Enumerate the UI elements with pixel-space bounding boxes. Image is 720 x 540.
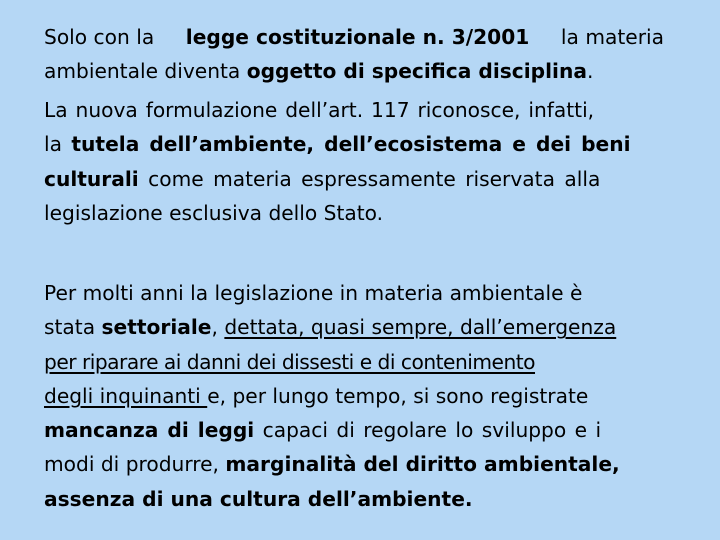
text-segment: capaci di regolare lo sviluppo e i (254, 418, 602, 443)
text-segment: . (586, 59, 594, 84)
paragraph-3 (44, 276, 664, 516)
text-segment: modi di produrre, (44, 452, 226, 477)
text-segment: ambientale diventa (44, 59, 247, 84)
paragraph-2-line-1: La nuova formulazione dell’art. 117 riconosce, infatti, (44, 98, 595, 122)
text-segment: la (44, 132, 72, 157)
paragraph-3-line-4 (44, 379, 664, 413)
paragraph-2-line-4: legislazione esclusiva dello Stato. (44, 200, 384, 225)
paragraph-1 (44, 20, 664, 89)
text-segment: , (211, 315, 225, 340)
paragraph-3-line-5 (44, 413, 664, 447)
bold-text-culturali: culturali (44, 166, 139, 191)
paragraph-2 (44, 93, 664, 230)
bold-text-mancanza: mancanza di leggi (44, 418, 255, 443)
text-segment: Solo con la (44, 25, 161, 49)
text-segment: come materia espressamente riservata alla (138, 166, 601, 191)
paragraph-3-line-7: assenza di una cultura dell’ambiente. (44, 486, 473, 511)
underlined-text-dettata: dettata, quasi sempre, dall’emergenza (224, 315, 617, 340)
underlined-text-degli: degli inquinanti (44, 383, 208, 408)
text-segment: e, per lungo tempo, si sono registrate (207, 383, 589, 408)
bold-text-legge: legge costituzionale n. 3/2001 (185, 25, 530, 49)
paragraph-3-line-3: per riparare ai danni dei dissesti e di contenimento (44, 349, 536, 374)
paragraph-3-line-6 (44, 447, 664, 481)
text-segment: stata (44, 315, 102, 340)
paragraph-2-line-2 (44, 127, 664, 161)
paragraph-3-line-2 (44, 310, 664, 344)
paragraph-3-line-1: Per molti anni la legislazione in materia ambientale è (44, 281, 583, 305)
bold-text-marginalita: marginalità del diritto ambientale, (225, 452, 620, 477)
bold-text-oggetto: oggetto di specifica disciplina (246, 59, 587, 84)
text-segment: la materia (554, 25, 664, 49)
bold-text-tutela: tutela dell’ambiente, dell’ecosistema e dei beni (71, 132, 631, 157)
bold-text-settoriale: settoriale (101, 315, 212, 340)
paragraph-2-line-3 (44, 162, 664, 196)
paragraph-1-line-2 (44, 54, 664, 88)
paragraph-1-line-1 (44, 20, 664, 54)
